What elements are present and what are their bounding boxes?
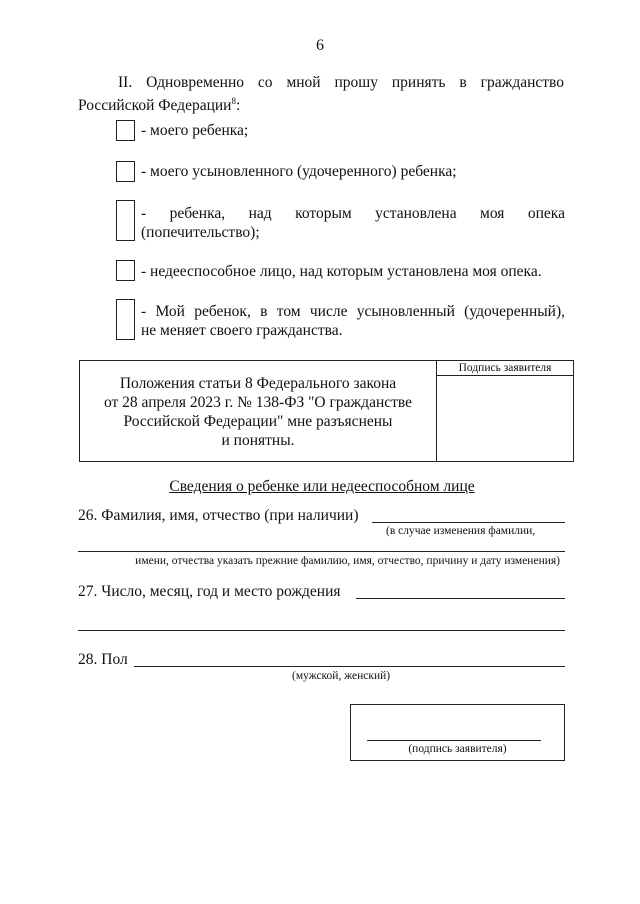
field26-hint1: (в случае изменения фамилии, — [386, 525, 536, 537]
section-intro-line2 — [78, 92, 378, 115]
option-guardianship-child-checkbox[interactable] — [116, 200, 135, 241]
option-incapacitated-person-checkbox[interactable] — [116, 260, 135, 281]
section-intro-colon: : — [235, 97, 241, 115]
footnote-marker: 8 — [231, 96, 236, 106]
field26-input-line1[interactable] — [372, 522, 565, 523]
option-adopted-child-label: - моего усыновленного (удочеренного) ребенка; — [141, 163, 457, 180]
option-guardianship-child-label-line1: - ребенка, над которым установлена моя опека — [141, 205, 565, 222]
option-child-keeps-citizenship-label-line2: не меняет своего гражданства. — [141, 322, 343, 339]
option-child-keeps-citizenship-checkbox[interactable] — [116, 299, 135, 340]
field28-input-line[interactable] — [134, 666, 565, 667]
field26-hint2: имени, отчества указать прежние фамилию, имя, отчество, причину и дату изменения) — [135, 555, 560, 567]
field27-input-line1[interactable] — [356, 598, 565, 599]
law-text-line3: Российской Федерации" мне разъяснены — [123, 413, 393, 430]
applicant-signature-cell[interactable] — [437, 376, 573, 460]
law-text-line1: Положения статьи 8 Федерального закона — [119, 375, 397, 392]
field27-input-line2[interactable] — [78, 630, 565, 631]
section-intro-line1: II. Одновременно со мной прошу принять в гражданство — [118, 74, 564, 91]
option-my-child-label: - моего ребенка; — [141, 122, 249, 139]
field26-label: 26. Фамилия, имя, отчество (при наличии) — [78, 507, 359, 524]
law-text-line4: и понятны. — [221, 432, 295, 449]
option-adopted-child-checkbox[interactable] — [116, 161, 135, 182]
field26-input-line2[interactable] — [78, 551, 565, 552]
applicant-signature-line[interactable] — [367, 740, 541, 741]
applicant-signature-caption: (подпись заявителя) — [408, 743, 507, 755]
option-my-child-checkbox[interactable] — [116, 120, 135, 141]
option-child-keeps-citizenship-label-line1: - Мой ребенок, в том числе усыновленный (удочеренный), — [141, 303, 565, 320]
option-incapacitated-person-label: - недееспособное лицо, над которым установлена моя опека. — [141, 263, 542, 280]
page-number: 6 — [316, 37, 324, 54]
field28-hint: (мужской, женский) — [292, 670, 391, 682]
signature-column-header: Подпись заявителя — [458, 362, 552, 374]
law-text-line2: от 28 апреля 2023 г. № 138-ФЗ "О гражданстве — [103, 394, 413, 411]
section-intro-line2-text: Российской Федерации — [78, 97, 232, 115]
field28-label: 28. Пол — [78, 651, 128, 668]
option-guardianship-child-label-line2: (попечительство); — [141, 224, 260, 241]
field27-label: 27. Число, месяц, год и место рождения — [78, 583, 341, 600]
child-info-heading: Сведения о ребенке или недееспособном лице — [169, 478, 475, 495]
